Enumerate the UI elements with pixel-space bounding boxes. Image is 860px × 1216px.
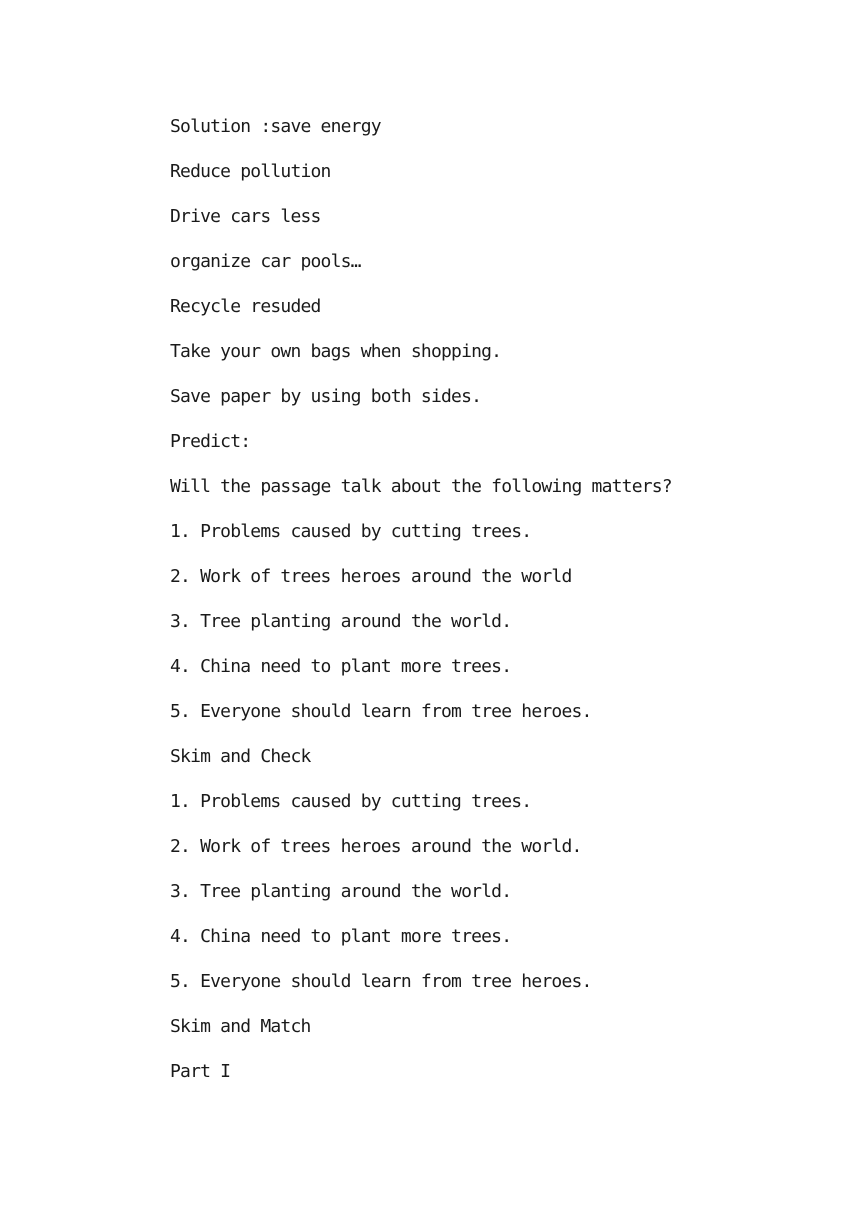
- document-body: [170, 114, 810, 1104]
- list-item: 1. Problems caused by cutting trees.: [170, 791, 532, 812]
- text-line: Take your own bags when shopping.: [170, 341, 502, 362]
- text-line: Drive cars less: [170, 206, 321, 227]
- text-line: Reduce pollution: [170, 161, 331, 182]
- list-item: 4. China need to plant more trees.: [170, 926, 512, 947]
- list-item: 2. Work of trees heroes around the world.: [170, 836, 582, 857]
- list-item: 3. Tree planting around the world.: [170, 611, 512, 632]
- list-item: 5. Everyone should learn from tree heroes.: [170, 701, 592, 722]
- question-line: Will the passage talk about the following matters?: [170, 476, 672, 497]
- section-heading: Predict:: [170, 431, 251, 452]
- list-item: 2. Work of trees heroes around the world: [170, 566, 572, 587]
- text-line: organize car pools…: [170, 251, 361, 272]
- text-line: Save paper by using both sides.: [170, 386, 482, 407]
- text-line: Recycle resuded: [170, 296, 321, 317]
- list-item: 3. Tree planting around the world.: [170, 881, 512, 902]
- list-item: 5. Everyone should learn from tree heroes.: [170, 971, 592, 992]
- solution-line: Solution :save energy: [170, 116, 381, 137]
- list-item: 1. Problems caused by cutting trees.: [170, 521, 532, 542]
- list-item: 4. China need to plant more trees.: [170, 656, 512, 677]
- part-heading: Part I: [170, 1061, 231, 1082]
- section-heading: Skim and Match: [170, 1016, 311, 1037]
- section-heading: Skim and Check: [170, 746, 311, 767]
